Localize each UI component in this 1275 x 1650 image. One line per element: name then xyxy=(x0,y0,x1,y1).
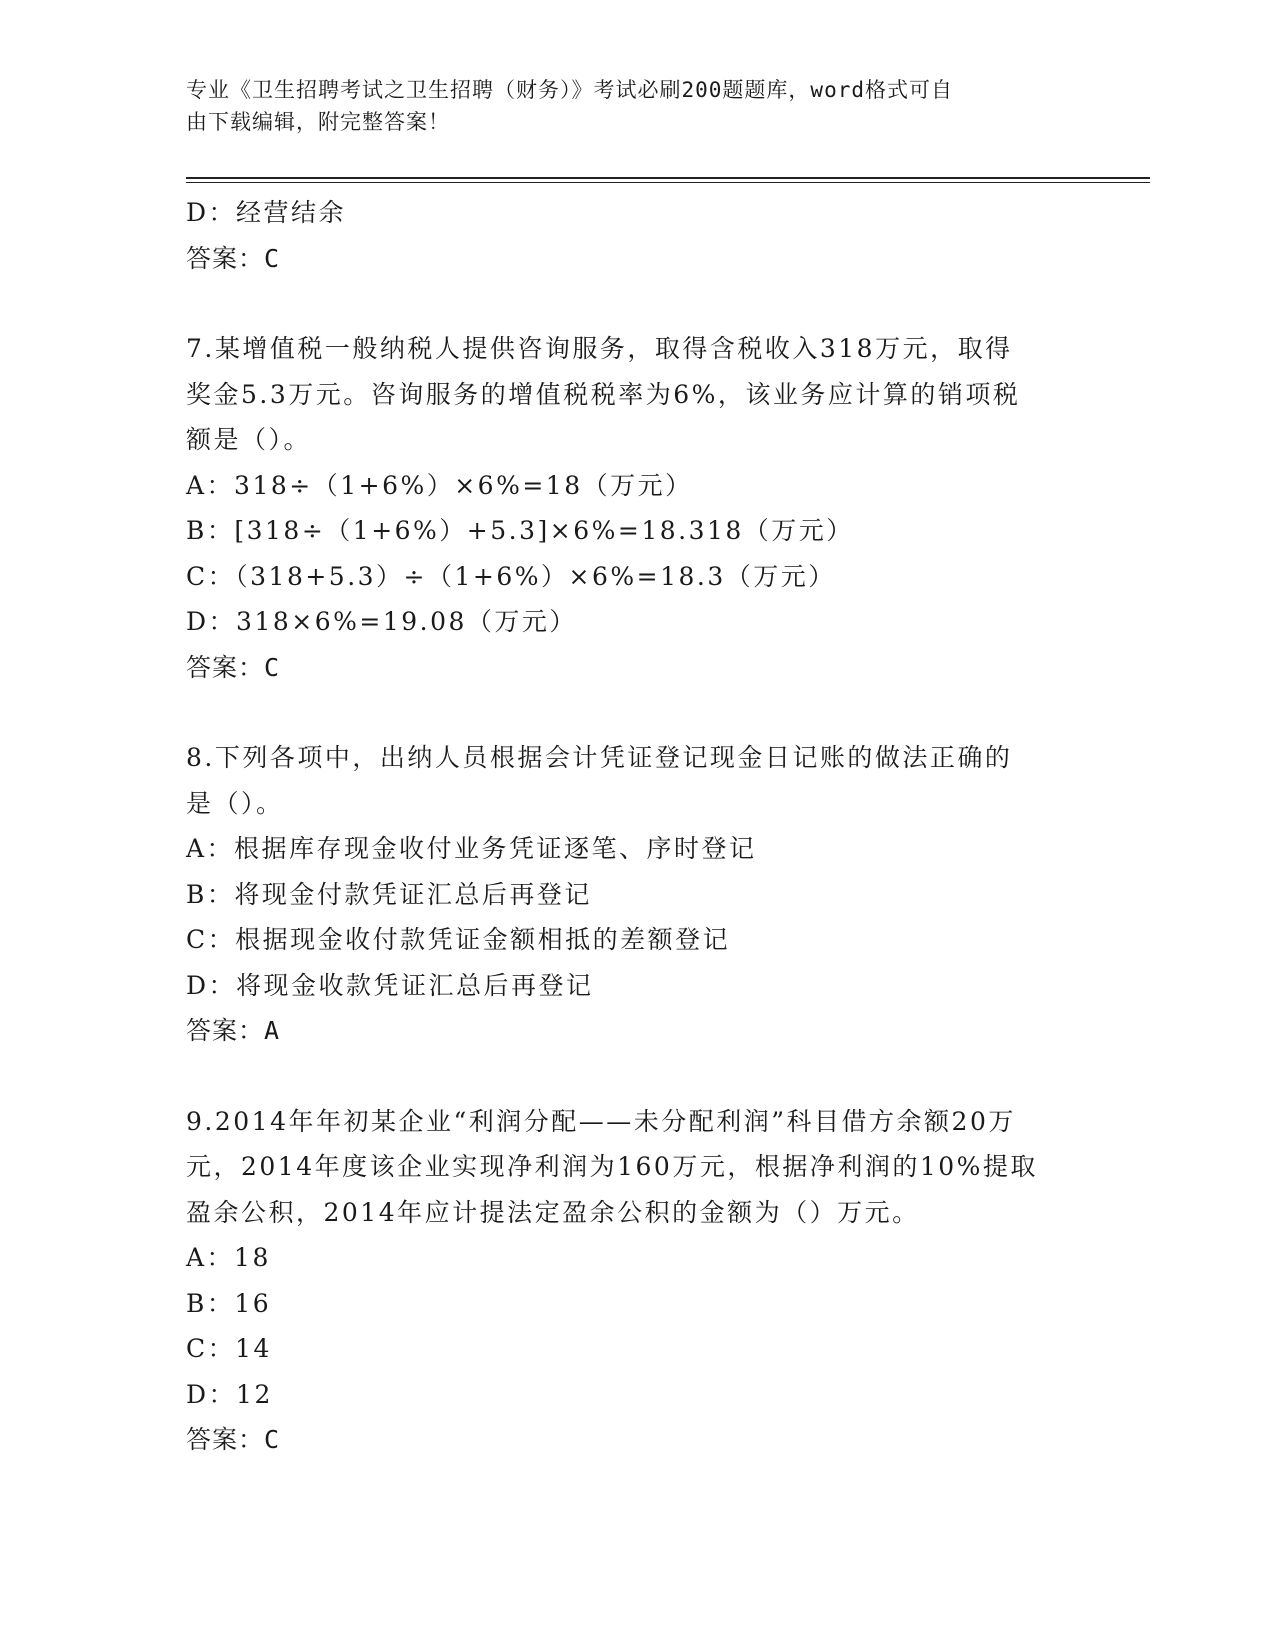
question-8 xyxy=(186,735,1086,1054)
option-c: C：根据现金收付款凭证金额相抵的差额登记 xyxy=(186,925,731,954)
question-7 xyxy=(186,326,1086,690)
option-d: D：12 xyxy=(186,1379,273,1409)
option-a: A：根据库存现金收付业务凭证逐笔、序时登记 xyxy=(186,834,757,863)
header-line-2: 由下载编辑，附完整答案！ xyxy=(186,110,450,134)
option-d: D：318×6%=19.08（万元） xyxy=(186,607,577,636)
option-a: A：18 xyxy=(186,1243,271,1272)
option-a: A：318÷（1+6%）×6%=18（万元） xyxy=(186,470,693,500)
document-body xyxy=(186,190,1086,1463)
question-stem xyxy=(186,326,1086,463)
previous-question-fragment xyxy=(186,190,1086,281)
header-line-1: 专业《卫生招聘考试之卫生招聘（财务）》考试必刷200题题库，word格式可自 xyxy=(186,78,953,102)
stem-line: 额是（）。 xyxy=(186,425,312,454)
stem-line: 盈余公积，2014年应计提法定盈余公积的金额为（）万元。 xyxy=(186,1197,920,1227)
stem-line: 元，2014年度该企业实现净利润为160万元，根据净利润的10%提取 xyxy=(186,1152,1038,1181)
question-stem xyxy=(186,735,1086,826)
stem-line: 9.2014年年初某企业“利润分配——未分配利润”科目借方余额20万 xyxy=(186,1106,1016,1136)
option-d: D：经营结余 xyxy=(186,198,347,227)
stem-line: 8.下列各项中，出纳人员根据会计凭证登记现金日记账的做法正确的 xyxy=(186,743,1013,772)
stem-line: 7.某增值税一般纳税人提供咨询服务，取得含税收入318万元，取得 xyxy=(186,334,1013,363)
option-b: B：[318÷（1+6%）+5.3]×6%=18.318（万元） xyxy=(186,516,854,545)
document-header xyxy=(186,74,1066,138)
option-b: B：16 xyxy=(186,1288,272,1318)
answer-line: 答案：C xyxy=(186,652,281,682)
question-9 xyxy=(186,1099,1086,1463)
question-stem xyxy=(186,1099,1086,1236)
answer-line: 答案：C xyxy=(186,1425,281,1454)
option-c: C：（318+5.3）÷（1+6%）×6%=18.3（万元） xyxy=(186,561,836,591)
header-divider xyxy=(186,177,1150,179)
option-b: B：将现金付款凭证汇总后再登记 xyxy=(186,879,592,909)
header-divider-thin xyxy=(186,182,1150,183)
answer-line: 答案：A xyxy=(186,1016,281,1045)
stem-line: 奖金5.3万元。咨询服务的增值税税率为6%，该业务应计算的销项税 xyxy=(186,379,1021,409)
answer-line: 答案：C xyxy=(186,243,281,273)
option-d: D：将现金收款凭证汇总后再登记 xyxy=(186,970,594,1000)
option-c: C：14 xyxy=(186,1334,272,1363)
stem-line: 是（）。 xyxy=(186,788,284,818)
